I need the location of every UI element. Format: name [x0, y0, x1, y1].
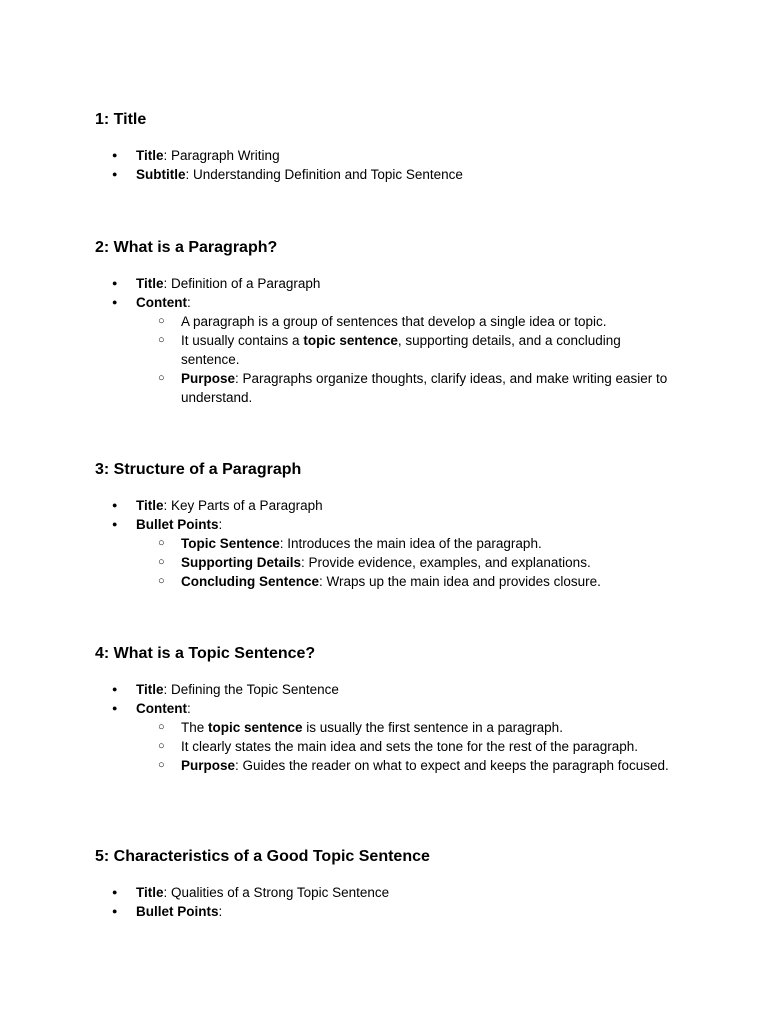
- item-label: Subtitle: [136, 167, 186, 182]
- section-heading: 5: Characteristics of a Good Topic Sentence: [95, 848, 430, 865]
- bullet-list: [95, 274, 695, 407]
- item-label: Bullet Points: [136, 517, 219, 532]
- list-item: [95, 883, 695, 902]
- list-item: [95, 515, 695, 591]
- list-item: [95, 902, 695, 921]
- sub-list: [136, 534, 695, 591]
- sub-list-item: [136, 572, 681, 591]
- item-label: Title: [136, 498, 164, 513]
- item-label: Title: [136, 148, 164, 163]
- sub-item-bold: Purpose: [181, 758, 236, 773]
- item-text: :: [187, 701, 191, 716]
- sub-item-text: : Introduces the main idea of the paragraph.: [279, 536, 542, 551]
- list-item: [95, 293, 695, 407]
- sub-list-item: [136, 331, 681, 369]
- sub-list-item: [136, 369, 681, 407]
- bullet-list: [95, 883, 695, 921]
- sub-item-bold: Purpose: [181, 371, 236, 386]
- sub-item-text: : Paragraphs organize thoughts, clarify ideas, and make writing easier to understand.: [181, 371, 668, 405]
- section-4: [95, 644, 695, 775]
- item-text: : Paragraph Writing: [163, 148, 280, 163]
- section-heading: 3: Structure of a Paragraph: [95, 461, 302, 478]
- item-text: :: [218, 904, 223, 919]
- sub-item-text: is usually the first sentence in a paragraph.: [302, 720, 563, 735]
- sub-list-item: [136, 312, 681, 331]
- list-item: [95, 699, 695, 775]
- section-heading: 2: What is a Paragraph?: [95, 239, 278, 256]
- item-text: : Definition of a Paragraph: [163, 276, 321, 291]
- item-label: Title: [136, 885, 164, 900]
- sub-list-item: [136, 718, 681, 737]
- sub-item-bold: Topic Sentence: [181, 536, 280, 551]
- section-5: [95, 847, 695, 921]
- sub-list-item: [136, 737, 681, 756]
- sub-item-text: , supporting details, and a concluding sentence.: [181, 333, 621, 367]
- sub-item-text: It clearly states the main idea and sets the tone for the rest of the paragraph.: [181, 739, 639, 754]
- section-heading: 1: Title: [95, 111, 147, 128]
- item-text: :: [187, 295, 191, 310]
- list-item: [95, 496, 695, 515]
- sub-list-item: [136, 534, 681, 553]
- bullet-list: [95, 146, 695, 184]
- item-label: Title: [136, 276, 164, 291]
- item-label: Bullet Points: [136, 904, 219, 919]
- sub-item-bold: topic sentence: [208, 720, 303, 735]
- section-3: [95, 460, 695, 591]
- item-text: : Understanding Definition and Topic Sentence: [185, 167, 463, 182]
- section-1: [95, 110, 695, 184]
- item-label: Title: [136, 682, 164, 697]
- sub-item-text: A paragraph is a group of sentences that develop a single idea or topic.: [181, 314, 607, 329]
- sub-list-item: [136, 756, 681, 775]
- sub-item-bold: Concluding Sentence: [181, 574, 320, 589]
- item-text: : Defining the Topic Sentence: [163, 682, 339, 697]
- sub-item-text: : Guides the reader on what to expect and keeps the paragraph focused.: [235, 758, 669, 773]
- sub-item-bold: Supporting Details: [181, 555, 302, 570]
- sub-item-text: : Provide evidence, examples, and explanations.: [301, 555, 591, 570]
- sub-list: [136, 718, 695, 775]
- sub-item-text: It usually contains a: [181, 333, 304, 348]
- sub-item-bold: topic sentence: [303, 333, 398, 348]
- sub-item-text: : Wraps up the main idea and provides closure.: [319, 574, 601, 589]
- bullet-list: [95, 680, 695, 775]
- list-item: [95, 146, 695, 165]
- item-text: :: [218, 517, 223, 532]
- sub-item-text: The: [181, 720, 209, 735]
- list-item: [95, 165, 695, 184]
- list-item: [95, 274, 695, 293]
- item-text: : Qualities of a Strong Topic Sentence: [163, 885, 390, 900]
- sub-list-item: [136, 553, 681, 572]
- section-heading: 4: What is a Topic Sentence?: [95, 645, 316, 662]
- item-label: Content: [136, 701, 187, 716]
- sub-list: [136, 312, 695, 407]
- section-2: [95, 238, 695, 407]
- item-label: Content: [136, 295, 187, 310]
- bullet-list: [95, 496, 695, 591]
- list-item: [95, 680, 695, 699]
- item-text: : Key Parts of a Paragraph: [163, 498, 323, 513]
